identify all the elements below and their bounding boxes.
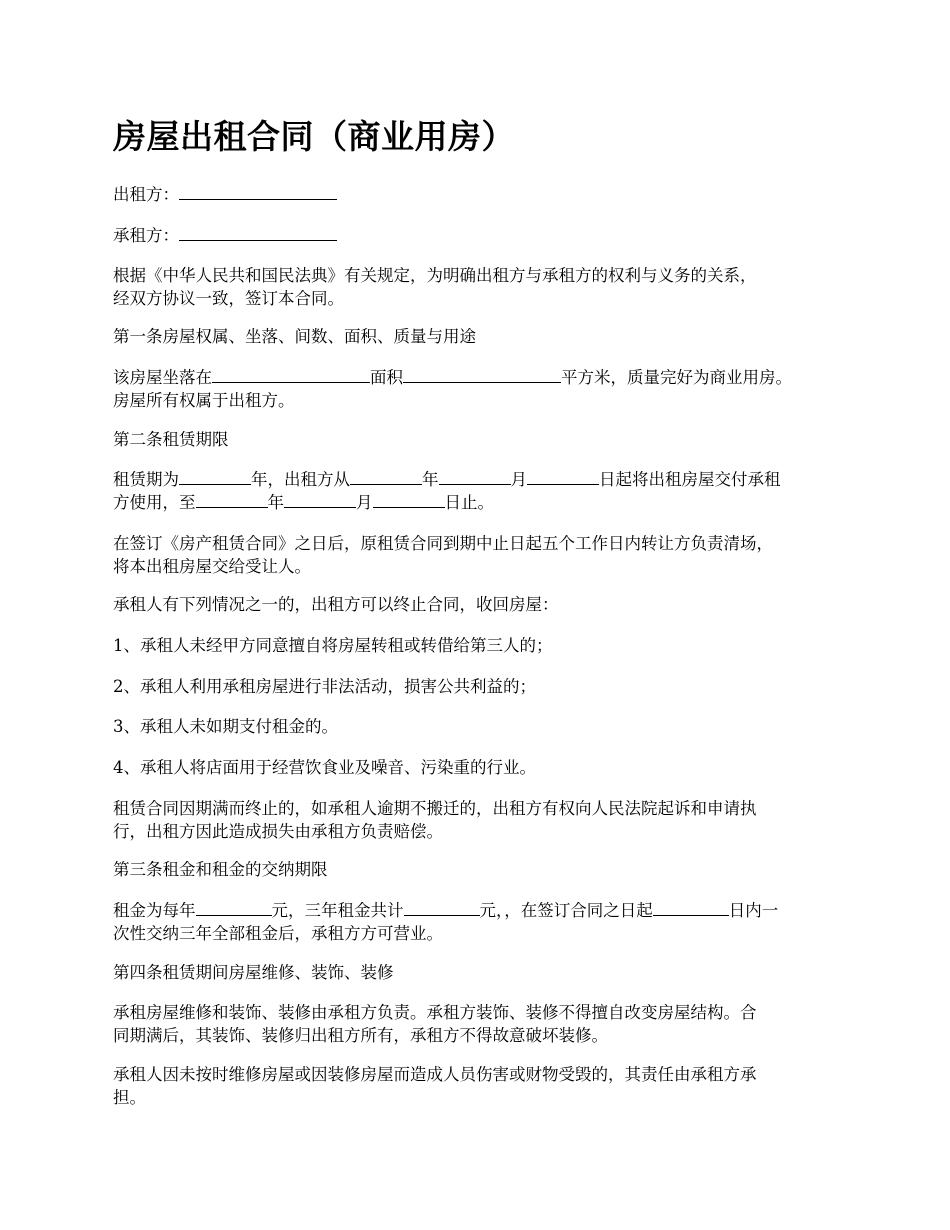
article1-heading: 第一条房屋权属、坐落、间数、面积、质量与用途 xyxy=(113,327,476,346)
handover-line-1: 在签订《房产租赁合同》之日后，原租赁合同到期中止日起五个工作日内转让方负责清场， xyxy=(113,534,773,553)
term-text-g: 年 xyxy=(267,493,284,512)
lessee-blank xyxy=(179,224,337,241)
article4-paragraph-2 xyxy=(113,1063,848,1109)
lessor-blank xyxy=(179,183,337,200)
termination-intro: 承租人有下列情况之一的，出租方可以终止合同，收回房屋： xyxy=(113,595,559,614)
area-blank xyxy=(403,366,561,383)
end-month-blank xyxy=(284,491,356,508)
start-month-blank xyxy=(439,468,511,485)
expiry-line-1: 租赁合同因期满而终止的，如承租人逾期不搬迁的，出租方有权向人民法院起诉和申请执 xyxy=(113,799,757,818)
repair-line-1: 承租房屋维修和装饰、装修由承租方负责。承租方装饰、装修不得擅自改变房屋结构。合 xyxy=(113,1003,757,1022)
article4-heading: 第四条租赁期间房屋维修、装饰、装修 xyxy=(113,963,394,982)
term-text-a: 租赁期为 xyxy=(113,470,179,489)
rent-text-c: 元，，在签订合同之日起 xyxy=(479,901,653,920)
term-text-d: 月 xyxy=(510,470,527,489)
article2-handover-paragraph xyxy=(113,532,848,578)
article1-line-2: 房屋所有权属于出租方。 xyxy=(113,391,295,410)
lessee-line xyxy=(113,224,848,247)
rent-text-a: 租金为每年 xyxy=(113,901,196,920)
article3-paragraph xyxy=(113,899,848,945)
article1-text-c: 平方米，质量完好为商业用房。 xyxy=(561,368,792,387)
rent-text-b: 元，三年租金共计 xyxy=(271,901,404,920)
start-year-blank xyxy=(350,468,422,485)
list-item: 4、承租人将店面用于经营饮食业及噪音、污染重的行业。 xyxy=(113,758,536,777)
term-text-b: 年，出租方从 xyxy=(251,470,350,489)
article1-text-b: 面积 xyxy=(370,368,403,387)
start-day-blank xyxy=(527,468,599,485)
list-item: 1、承租人未经甲方同意擅自将房屋转租或转借给第三人的； xyxy=(113,636,553,655)
term-years-blank xyxy=(179,468,251,485)
term-text-h: 月 xyxy=(356,493,373,512)
term-text-f: 方使用，至 xyxy=(113,493,196,512)
intro-line-2: 经双方协议一致，签订本合同。 xyxy=(113,289,344,308)
payment-days-blank xyxy=(653,899,729,916)
location-blank xyxy=(212,366,370,383)
document-title: 房屋出租合同（商业用房） xyxy=(113,117,515,156)
list-item: 3、承租人未如期支付租金的。 xyxy=(113,717,338,736)
lessor-line xyxy=(113,183,848,206)
rent-text-d: 日内一 xyxy=(728,901,779,920)
term-text-e: 日起将出租房屋交付承租 xyxy=(599,470,781,489)
intro-line-1: 根据《中华人民共和国民法典》有关规定，为明确出租方与承租方的权利与义务的关系， xyxy=(113,266,757,285)
article2-heading: 第二条租赁期限 xyxy=(113,430,229,449)
liability-line-1: 承租人因未按时维修房屋或因装修房屋而造成人员伤害或财物受毁的，其责任由承租方承 xyxy=(113,1065,757,1084)
intro-paragraph xyxy=(113,264,848,310)
article4-paragraph-1 xyxy=(113,1001,848,1047)
article2-term-paragraph xyxy=(113,468,848,514)
expiry-line-2: 行，出租方因此造成损失由承租方负责赔偿。 xyxy=(113,822,443,841)
term-text-i: 日止。 xyxy=(444,493,494,512)
repair-line-2: 同期满后，其装饰、装修归出租方所有，承租方不得故意破坏装修。 xyxy=(113,1026,608,1045)
article1-text-a: 该房屋坐落在 xyxy=(113,368,212,387)
lessor-label: 出租方： xyxy=(113,185,179,204)
annual-rent-blank xyxy=(196,899,272,916)
handover-line-2: 将本出租房屋交给受让人。 xyxy=(113,557,311,576)
liability-line-2: 担。 xyxy=(113,1088,146,1107)
list-item: 2、承租人利用承租房屋进行非法活动，损害公共利益的； xyxy=(113,677,536,696)
expiry-paragraph xyxy=(113,797,848,843)
total-rent-blank xyxy=(404,899,480,916)
article3-heading: 第三条租金和租金的交纳期限 xyxy=(113,860,328,879)
lessee-label: 承租方： xyxy=(113,226,179,245)
rent-line-2: 次性交纳三年全部租金后，承租方方可营业。 xyxy=(113,924,443,943)
end-day-blank xyxy=(373,491,445,508)
article1-paragraph xyxy=(113,366,848,412)
term-text-c: 年 xyxy=(422,470,439,489)
end-year-blank xyxy=(196,491,268,508)
